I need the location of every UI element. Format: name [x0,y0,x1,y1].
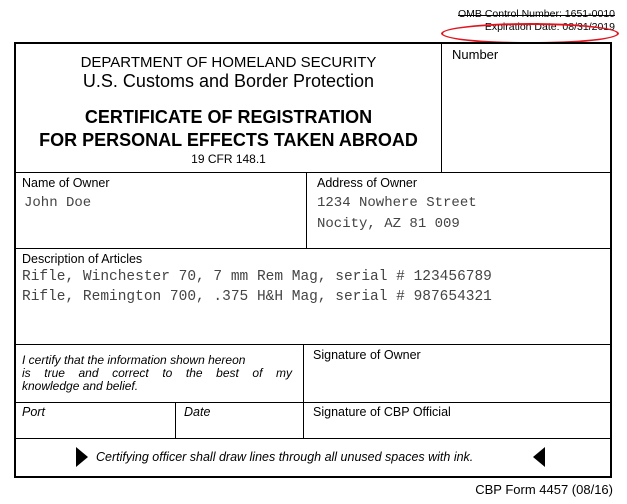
omb-control-number: OMB Control Number: 1651-0010 [458,8,615,20]
divider-articles [16,344,610,345]
certificate-form [14,42,612,478]
address-line2: Nocity, AZ 81 009 [317,216,460,232]
date-label: Date [184,405,211,419]
address-of-owner-label: Address of Owner [317,176,418,190]
name-of-owner-label: Name of Owner [22,176,110,190]
certify-divider [303,344,304,438]
port-label: Port [22,405,45,419]
divider-certify [16,402,610,403]
description-of-articles-label: Description of Articles [22,252,143,266]
port-date-divider [175,402,176,438]
article-line: Rifle, Winchester 70, 7 mm Rem Mag, serial # 123456789 [22,269,492,285]
form-title-line1: CERTIFICATE OF REGISTRATION [84,107,373,127]
certify-text-line2: is true and correct to the best of my [22,366,292,380]
arrow-left-icon [533,447,545,467]
cfr-reference: 19 CFR 148.1 [191,152,266,166]
form-number: CBP Form 4457 (08/16) [475,482,613,497]
expiration-date: Expiration Date: 08/31/2019 [484,21,615,33]
divider-header [16,172,610,173]
divider-official [16,438,610,439]
certify-text-line1: I certify that the information shown hereon [22,353,246,367]
arrow-right-icon [76,447,88,467]
signature-of-owner-label: Signature of Owner [313,348,421,362]
expiration-highlight-oval [441,23,619,44]
number-box-divider [441,44,442,172]
owner-divider [306,172,307,248]
name-of-owner-value: John Doe [24,195,92,211]
address-line1: 1234 Nowhere Street [317,195,477,211]
instruction-text: Certifying officer shall draw lines through all unused spaces with ink. [96,450,474,464]
department-heading: DEPARTMENT OF HOMELAND SECURITY [80,54,377,71]
article-line: Rifle, Remington 700, .375 H&H Mag, serial # 987654321 [22,289,492,305]
agency-heading: U.S. Customs and Border Protection [82,71,375,91]
divider-owner [16,248,610,249]
cbp-official-signature-label: Signature of CBP Official [313,405,451,419]
form-title-line2: FOR PERSONAL EFFECTS TAKEN ABROAD [39,130,418,150]
certify-text-line3: knowledge and belief. [22,379,139,393]
number-label: Number [452,47,499,62]
